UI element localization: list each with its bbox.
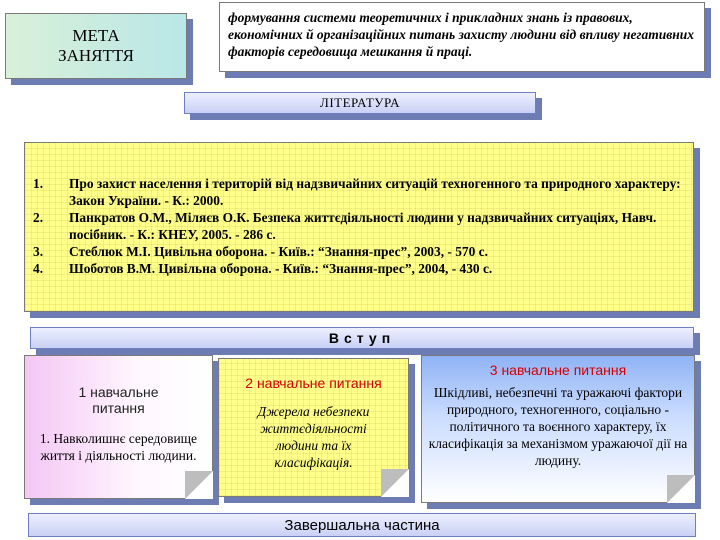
literature-title xyxy=(184,92,536,114)
goal-text: формування системи теоретичних і прикладних знань із правових, економічних й організаційних питань захисту людини від впливу негативних факторів середовища мешкання й праці. xyxy=(228,10,695,59)
list-item-number: 1. xyxy=(33,176,44,191)
page-fold-icon xyxy=(185,471,213,499)
list-item-text: Панкратов О.М., Міляєв О.К. Безпека життєдіяльності людини у надзвичайних ситуаціях, Навч. посібник. - К.: КНЕУ, 2005. - 286 с. xyxy=(69,210,657,242)
final-label: Завершальна частина xyxy=(284,516,440,534)
panel-question-2 xyxy=(218,358,409,497)
list-item-number: 3. xyxy=(33,244,44,259)
panel-1-title: 1 навчальне питання xyxy=(78,384,159,416)
page-fold-icon xyxy=(667,475,695,503)
panel-2-body: Джерела небезпеки життєдіяльності людини та їх класифікація. xyxy=(257,403,370,470)
list-item xyxy=(33,260,685,277)
literature-title-text: ЛІТЕРАТУРА xyxy=(320,95,400,110)
intro-bar xyxy=(30,327,694,349)
panel-3-title: 3 навчальне питання xyxy=(489,362,627,378)
intro-label: Вступ xyxy=(328,330,396,346)
literature-list xyxy=(33,175,685,277)
panel-question-1 xyxy=(24,355,213,499)
list-item-number: 2. xyxy=(33,210,44,225)
panel-2-title: 2 навчальне питання xyxy=(245,374,382,391)
panel-3-body: Шкідливі, небезпечні та уражаючі фактори природного, техногенного, соціально - політичного та воєнного характеру, їх класифікація за механізмом уражаючої дії на людину. xyxy=(428,385,688,468)
list-item xyxy=(33,243,685,260)
list-item xyxy=(33,209,685,243)
literature-box xyxy=(24,142,694,312)
meta-line2: ЗАНЯТТЯ xyxy=(58,46,134,65)
final-bar xyxy=(28,513,696,537)
list-item-text: Стеблюк М.І. Цивільна оборона. - Київ.: “Знання-прес”, 2003, - 570 с. xyxy=(69,244,488,259)
list-item-text: Про захист населення і територій від надзвичайних ситуацій техногенного та природного характеру: Закон України. - К.: 2000. xyxy=(69,176,681,208)
meta-box xyxy=(5,13,187,79)
goal-box xyxy=(219,2,705,72)
meta-line1: МЕТА xyxy=(72,26,120,45)
page-fold-icon xyxy=(381,469,409,497)
list-item-number: 4. xyxy=(33,261,44,276)
panel-question-3 xyxy=(421,355,695,503)
list-item xyxy=(33,175,685,209)
list-item-text: Шоботов В.М. Цивільна оборона. - Київ.: “Знання-прес”, 2004, - 430 с. xyxy=(69,261,493,276)
panel-1-body: 1. Навколишнє середовище життя і діяльності людини. xyxy=(39,431,198,463)
